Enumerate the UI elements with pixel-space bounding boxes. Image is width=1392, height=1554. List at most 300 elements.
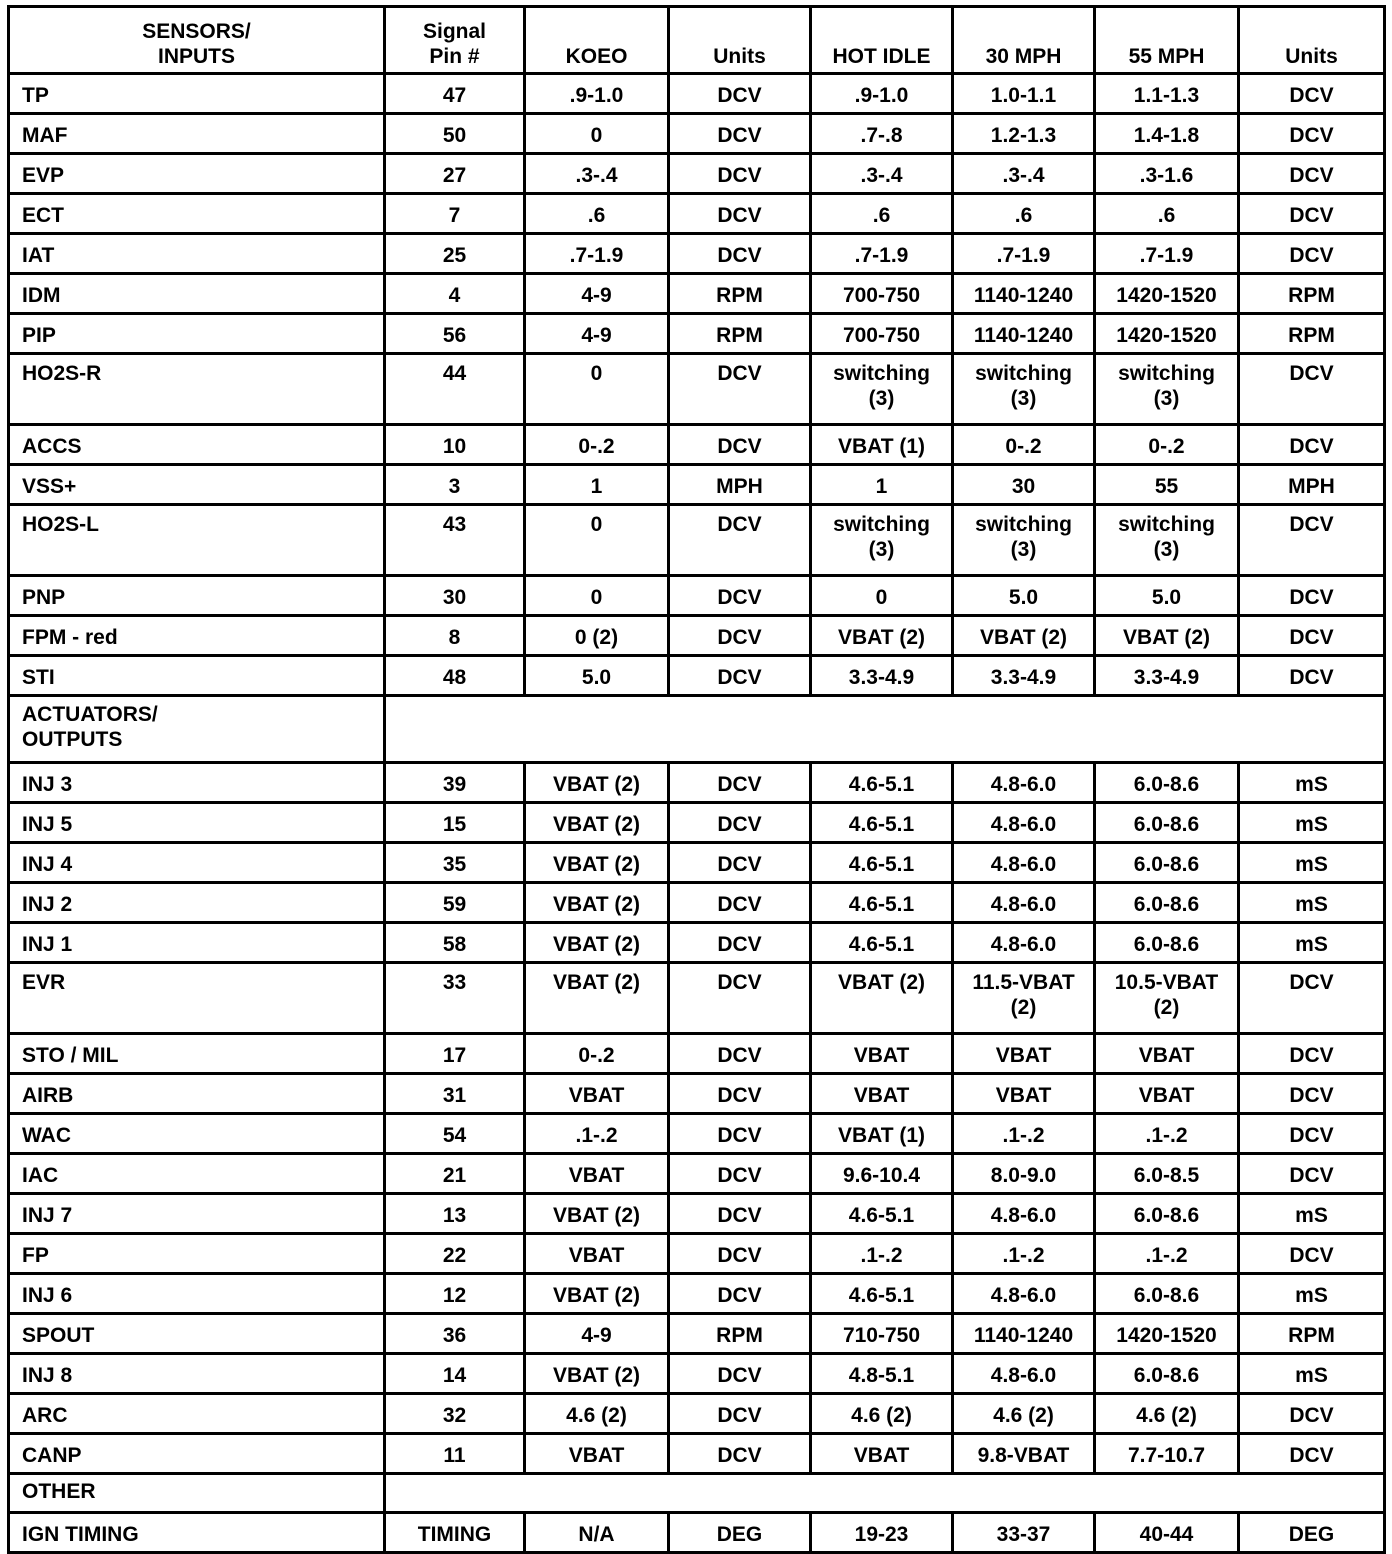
units-2: mS	[1239, 923, 1385, 963]
units-2: DCV	[1239, 74, 1385, 114]
table-row	[9, 1114, 1385, 1154]
signal-name: FP	[9, 1234, 385, 1274]
55-mph-value: 3.3-4.9	[1095, 656, 1239, 696]
header-row	[9, 7, 1385, 74]
units: DCV	[669, 234, 811, 274]
55-mph-value: 6.0-8.6	[1095, 1194, 1239, 1234]
signal-name: STO / MIL	[9, 1034, 385, 1074]
table-row	[9, 114, 1385, 154]
units-2: mS	[1239, 1274, 1385, 1314]
hot-idle-value: VBAT	[811, 1434, 953, 1474]
units-2: mS	[1239, 1194, 1385, 1234]
hot-idle-value: switching (3)	[811, 354, 953, 425]
units: DEG	[669, 1513, 811, 1553]
signal-pin: 13	[385, 1194, 525, 1234]
table-row	[9, 1314, 1385, 1354]
table-row	[9, 763, 1385, 803]
signal-pin: 10	[385, 425, 525, 465]
signal-pin: 54	[385, 1114, 525, 1154]
30-mph-value: 8.0-9.0	[953, 1154, 1095, 1194]
signal-pin: 17	[385, 1034, 525, 1074]
signal-name: IGN TIMING	[9, 1513, 385, 1553]
hot-idle-value: VBAT (1)	[811, 1114, 953, 1154]
koeo-value: VBAT	[525, 1434, 669, 1474]
signal-name: STI	[9, 656, 385, 696]
koeo-value: 0	[525, 354, 669, 425]
signal-pin: 14	[385, 1354, 525, 1394]
hot-idle-value: 3.3-4.9	[811, 656, 953, 696]
koeo-value: VBAT (2)	[525, 1354, 669, 1394]
table-row	[9, 1274, 1385, 1314]
table-row	[9, 803, 1385, 843]
units: RPM	[669, 1314, 811, 1354]
units: DCV	[669, 505, 811, 576]
units-2: DCV	[1239, 194, 1385, 234]
units: DCV	[669, 1434, 811, 1474]
koeo-value: .7-1.9	[525, 234, 669, 274]
signal-name: MAF	[9, 114, 385, 154]
hot-idle-value: .7-.8	[811, 114, 953, 154]
units: DCV	[669, 1194, 811, 1234]
units-2: DCV	[1239, 1034, 1385, 1074]
units-2: DCV	[1239, 425, 1385, 465]
table-row	[9, 1234, 1385, 1274]
units: RPM	[669, 314, 811, 354]
units: DCV	[669, 74, 811, 114]
actuators-section-header-label: ACTUATORS/ OUTPUTS	[9, 696, 385, 763]
units-2: RPM	[1239, 274, 1385, 314]
units: RPM	[669, 274, 811, 314]
header-55-mph: 55 MPH	[1095, 7, 1239, 74]
30-mph-value: 4.8-6.0	[953, 923, 1095, 963]
30-mph-value: 4.8-6.0	[953, 1274, 1095, 1314]
signal-name: VSS+	[9, 465, 385, 505]
signal-pin: 48	[385, 656, 525, 696]
table-row	[9, 1354, 1385, 1394]
30-mph-value: 4.8-6.0	[953, 883, 1095, 923]
30-mph-value: .3-.4	[953, 154, 1095, 194]
30-mph-value: 4.8-6.0	[953, 803, 1095, 843]
30-mph-value: .1-.2	[953, 1234, 1095, 1274]
units: DCV	[669, 883, 811, 923]
koeo-value: .6	[525, 194, 669, 234]
55-mph-value: VBAT (2)	[1095, 616, 1239, 656]
units: DCV	[669, 576, 811, 616]
30-mph-value: 4.8-6.0	[953, 763, 1095, 803]
signal-name: HO2S-R	[9, 354, 385, 425]
koeo-value: N/A	[525, 1513, 669, 1553]
hot-idle-value: 0	[811, 576, 953, 616]
header-koeo: KOEO	[525, 7, 669, 74]
units: DCV	[669, 1154, 811, 1194]
signal-name: INJ 7	[9, 1194, 385, 1234]
table-row	[9, 883, 1385, 923]
actuators-section-header	[9, 696, 1385, 763]
30-mph-value: VBAT	[953, 1074, 1095, 1114]
signal-pin: 32	[385, 1394, 525, 1434]
koeo-value: VBAT (2)	[525, 803, 669, 843]
signal-pin: 35	[385, 843, 525, 883]
signal-name: CANP	[9, 1434, 385, 1474]
koeo-value: 0-.2	[525, 1034, 669, 1074]
55-mph-value: 6.0-8.6	[1095, 1354, 1239, 1394]
30-mph-value: 9.8-VBAT	[953, 1434, 1095, 1474]
signal-pin: 59	[385, 883, 525, 923]
units: DCV	[669, 1034, 811, 1074]
hot-idle-value: .7-1.9	[811, 234, 953, 274]
units-2: mS	[1239, 883, 1385, 923]
units: DCV	[669, 1354, 811, 1394]
table-row	[9, 274, 1385, 314]
table-row	[9, 616, 1385, 656]
signal-pin: 11	[385, 1434, 525, 1474]
signal-name: ARC	[9, 1394, 385, 1434]
table-row	[9, 425, 1385, 465]
signal-pin: 27	[385, 154, 525, 194]
signal-name: PNP	[9, 576, 385, 616]
header-signal-pin: Signal Pin #	[385, 7, 525, 74]
units-2: DCV	[1239, 354, 1385, 425]
signal-name: WAC	[9, 1114, 385, 1154]
55-mph-value: 7.7-10.7	[1095, 1434, 1239, 1474]
koeo-value: VBAT (2)	[525, 963, 669, 1034]
30-mph-value: 4.6 (2)	[953, 1394, 1095, 1434]
hot-idle-value: 4.6-5.1	[811, 763, 953, 803]
hot-idle-value: VBAT (2)	[811, 963, 953, 1034]
signal-pin: 30	[385, 576, 525, 616]
signal-pin: 33	[385, 963, 525, 1034]
koeo-value: 0	[525, 576, 669, 616]
30-mph-value: 4.8-6.0	[953, 1194, 1095, 1234]
signal-pin: 43	[385, 505, 525, 576]
koeo-value: 0 (2)	[525, 616, 669, 656]
header-units: Units	[669, 7, 811, 74]
55-mph-value: 6.0-8.6	[1095, 883, 1239, 923]
units-2: RPM	[1239, 1314, 1385, 1354]
units-2: DCV	[1239, 616, 1385, 656]
hot-idle-value: .9-1.0	[811, 74, 953, 114]
header-hot-idle: HOT IDLE	[811, 7, 953, 74]
hot-idle-value: 4.6 (2)	[811, 1394, 953, 1434]
55-mph-value: 6.0-8.6	[1095, 803, 1239, 843]
signal-pin: 7	[385, 194, 525, 234]
signal-name: FPM - red	[9, 616, 385, 656]
hot-idle-value: 4.6-5.1	[811, 883, 953, 923]
table-row	[9, 576, 1385, 616]
units-2: DCV	[1239, 1074, 1385, 1114]
hot-idle-value: 19-23	[811, 1513, 953, 1553]
units-2: DCV	[1239, 1434, 1385, 1474]
table-row	[9, 1034, 1385, 1074]
units: DCV	[669, 1274, 811, 1314]
55-mph-value: .6	[1095, 194, 1239, 234]
table-row	[9, 154, 1385, 194]
hot-idle-value: VBAT	[811, 1074, 953, 1114]
koeo-value: VBAT	[525, 1234, 669, 1274]
signal-pin: 44	[385, 354, 525, 425]
units: DCV	[669, 114, 811, 154]
units-2: DCV	[1239, 963, 1385, 1034]
signal-name: HO2S-L	[9, 505, 385, 576]
30-mph-value: .1-.2	[953, 1114, 1095, 1154]
signal-name: INJ 6	[9, 1274, 385, 1314]
units-2: mS	[1239, 803, 1385, 843]
signal-name: ACCS	[9, 425, 385, 465]
hot-idle-value: VBAT (1)	[811, 425, 953, 465]
55-mph-value: 5.0	[1095, 576, 1239, 616]
koeo-value: .3-.4	[525, 154, 669, 194]
units: MPH	[669, 465, 811, 505]
55-mph-value: 10.5-VBAT (2)	[1095, 963, 1239, 1034]
30-mph-value: switching (3)	[953, 354, 1095, 425]
signal-pin: 3	[385, 465, 525, 505]
hot-idle-value: VBAT	[811, 1034, 953, 1074]
units-2: DEG	[1239, 1513, 1385, 1553]
signal-name: IAT	[9, 234, 385, 274]
signal-name: INJ 2	[9, 883, 385, 923]
units: DCV	[669, 1114, 811, 1154]
table-row	[9, 234, 1385, 274]
signal-pin: 12	[385, 1274, 525, 1314]
other-section-header-label: OTHER	[9, 1474, 385, 1513]
units-2: RPM	[1239, 314, 1385, 354]
units-2: mS	[1239, 1354, 1385, 1394]
signal-name: EVR	[9, 963, 385, 1034]
hot-idle-value: .3-.4	[811, 154, 953, 194]
hot-idle-value: 4.6-5.1	[811, 803, 953, 843]
diagnostic-values-table	[7, 5, 1386, 1554]
55-mph-value: 1420-1520	[1095, 1314, 1239, 1354]
table-row	[9, 314, 1385, 354]
koeo-value: 4-9	[525, 1314, 669, 1354]
units-2: DCV	[1239, 1234, 1385, 1274]
55-mph-value: 40-44	[1095, 1513, 1239, 1553]
units: DCV	[669, 1234, 811, 1274]
30-mph-value: 1.0-1.1	[953, 74, 1095, 114]
hot-idle-value: 1	[811, 465, 953, 505]
signal-name: PIP	[9, 314, 385, 354]
signal-pin: 50	[385, 114, 525, 154]
units-2: DCV	[1239, 1394, 1385, 1434]
55-mph-value: VBAT	[1095, 1074, 1239, 1114]
signal-pin: 47	[385, 74, 525, 114]
signal-pin: 36	[385, 1314, 525, 1354]
hot-idle-value: 4.8-5.1	[811, 1354, 953, 1394]
hot-idle-value: 9.6-10.4	[811, 1154, 953, 1194]
signal-name: SPOUT	[9, 1314, 385, 1354]
units: DCV	[669, 923, 811, 963]
koeo-value: VBAT (2)	[525, 843, 669, 883]
signal-pin: 4	[385, 274, 525, 314]
30-mph-value: 1140-1240	[953, 314, 1095, 354]
hot-idle-value: VBAT (2)	[811, 616, 953, 656]
55-mph-value: .1-.2	[1095, 1114, 1239, 1154]
table-body	[9, 74, 1385, 1553]
koeo-value: 5.0	[525, 656, 669, 696]
units: DCV	[669, 963, 811, 1034]
table-row	[9, 1394, 1385, 1434]
units-2: DCV	[1239, 114, 1385, 154]
table-row	[9, 505, 1385, 576]
30-mph-value: VBAT	[953, 1034, 1095, 1074]
30-mph-value: .6	[953, 194, 1095, 234]
units: DCV	[669, 763, 811, 803]
units: DCV	[669, 843, 811, 883]
signal-pin: 15	[385, 803, 525, 843]
55-mph-value: .3-1.6	[1095, 154, 1239, 194]
55-mph-value: 1.4-1.8	[1095, 114, 1239, 154]
55-mph-value: 6.0-8.6	[1095, 1274, 1239, 1314]
signal-name: IDM	[9, 274, 385, 314]
table-row	[9, 1434, 1385, 1474]
units: DCV	[669, 194, 811, 234]
table-row	[9, 1513, 1385, 1553]
signal-pin: 58	[385, 923, 525, 963]
55-mph-value: 6.0-8.6	[1095, 923, 1239, 963]
koeo-value: 1	[525, 465, 669, 505]
30-mph-value: 33-37	[953, 1513, 1095, 1553]
koeo-value: 0-.2	[525, 425, 669, 465]
hot-idle-value: 710-750	[811, 1314, 953, 1354]
signal-pin: 21	[385, 1154, 525, 1194]
koeo-value: 4-9	[525, 314, 669, 354]
header-units-2: Units	[1239, 7, 1385, 74]
table-row	[9, 1154, 1385, 1194]
55-mph-value: 1.1-1.3	[1095, 74, 1239, 114]
55-mph-value: 6.0-8.6	[1095, 763, 1239, 803]
units: DCV	[669, 354, 811, 425]
signal-name: INJ 8	[9, 1354, 385, 1394]
signal-pin: 56	[385, 314, 525, 354]
signal-pin: 39	[385, 763, 525, 803]
signal-pin: 8	[385, 616, 525, 656]
hot-idle-value: .6	[811, 194, 953, 234]
30-mph-value: 11.5-VBAT (2)	[953, 963, 1095, 1034]
units-2: DCV	[1239, 1154, 1385, 1194]
units: DCV	[669, 425, 811, 465]
hot-idle-value: 4.6-5.1	[811, 1274, 953, 1314]
30-mph-value: switching (3)	[953, 505, 1095, 576]
signal-name: INJ 1	[9, 923, 385, 963]
55-mph-value: .1-.2	[1095, 1234, 1239, 1274]
units-2: mS	[1239, 843, 1385, 883]
55-mph-value: switching (3)	[1095, 505, 1239, 576]
signal-name: ECT	[9, 194, 385, 234]
signal-pin: TIMING	[385, 1513, 525, 1553]
table-row	[9, 656, 1385, 696]
55-mph-value: 4.6 (2)	[1095, 1394, 1239, 1434]
signal-name: INJ 5	[9, 803, 385, 843]
koeo-value: 0	[525, 114, 669, 154]
koeo-value: VBAT (2)	[525, 1274, 669, 1314]
signal-pin: 22	[385, 1234, 525, 1274]
55-mph-value: 6.0-8.6	[1095, 843, 1239, 883]
signal-pin: 31	[385, 1074, 525, 1114]
units-2: DCV	[1239, 656, 1385, 696]
30-mph-value: 0-.2	[953, 425, 1095, 465]
signal-pin: 25	[385, 234, 525, 274]
table-row	[9, 74, 1385, 114]
30-mph-value: 1140-1240	[953, 274, 1095, 314]
koeo-value: VBAT	[525, 1074, 669, 1114]
30-mph-value: 4.8-6.0	[953, 843, 1095, 883]
units-2: DCV	[1239, 576, 1385, 616]
signal-name: EVP	[9, 154, 385, 194]
koeo-value: 4-9	[525, 274, 669, 314]
units-2: DCV	[1239, 1114, 1385, 1154]
units-2: DCV	[1239, 154, 1385, 194]
table-row	[9, 1074, 1385, 1114]
units: DCV	[669, 154, 811, 194]
table-row	[9, 923, 1385, 963]
actuators-section-header-blank	[385, 696, 1385, 763]
koeo-value: .1-.2	[525, 1114, 669, 1154]
units-2: DCV	[1239, 234, 1385, 274]
hot-idle-value: 4.6-5.1	[811, 843, 953, 883]
signal-name: INJ 4	[9, 843, 385, 883]
55-mph-value: 6.0-8.5	[1095, 1154, 1239, 1194]
table-row	[9, 354, 1385, 425]
30-mph-value: 3.3-4.9	[953, 656, 1095, 696]
koeo-value: VBAT (2)	[525, 883, 669, 923]
koeo-value: VBAT (2)	[525, 923, 669, 963]
units: DCV	[669, 656, 811, 696]
30-mph-value: 30	[953, 465, 1095, 505]
units-2: mS	[1239, 763, 1385, 803]
30-mph-value: .7-1.9	[953, 234, 1095, 274]
55-mph-value: 1420-1520	[1095, 314, 1239, 354]
table-row	[9, 465, 1385, 505]
hot-idle-value: 4.6-5.1	[811, 1194, 953, 1234]
30-mph-value: 5.0	[953, 576, 1095, 616]
table-row	[9, 843, 1385, 883]
koeo-value: VBAT (2)	[525, 763, 669, 803]
55-mph-value: VBAT	[1095, 1034, 1239, 1074]
hot-idle-value: 4.6-5.1	[811, 923, 953, 963]
other-section-header-blank	[385, 1474, 1385, 1513]
koeo-value: 4.6 (2)	[525, 1394, 669, 1434]
hot-idle-value: 700-750	[811, 314, 953, 354]
koeo-value: VBAT (2)	[525, 1194, 669, 1234]
other-section-header	[9, 1474, 1385, 1513]
signal-name: TP	[9, 74, 385, 114]
units-2: DCV	[1239, 505, 1385, 576]
units: DCV	[669, 803, 811, 843]
koeo-value: .9-1.0	[525, 74, 669, 114]
30-mph-value: 1140-1240	[953, 1314, 1095, 1354]
55-mph-value: switching (3)	[1095, 354, 1239, 425]
header-sensors-inputs: SENSORS/ INPUTS	[9, 7, 385, 74]
units: DCV	[669, 1074, 811, 1114]
55-mph-value: 55	[1095, 465, 1239, 505]
koeo-value: 0	[525, 505, 669, 576]
30-mph-value: 4.8-6.0	[953, 1354, 1095, 1394]
table-row	[9, 963, 1385, 1034]
30-mph-value: 1.2-1.3	[953, 114, 1095, 154]
units-2: MPH	[1239, 465, 1385, 505]
hot-idle-value: .1-.2	[811, 1234, 953, 1274]
hot-idle-value: switching (3)	[811, 505, 953, 576]
hot-idle-value: 700-750	[811, 274, 953, 314]
signal-name: IAC	[9, 1154, 385, 1194]
units: DCV	[669, 1394, 811, 1434]
signal-name: AIRB	[9, 1074, 385, 1114]
55-mph-value: .7-1.9	[1095, 234, 1239, 274]
header-30-mph: 30 MPH	[953, 7, 1095, 74]
units: DCV	[669, 616, 811, 656]
table-row	[9, 194, 1385, 234]
table-row	[9, 1194, 1385, 1234]
